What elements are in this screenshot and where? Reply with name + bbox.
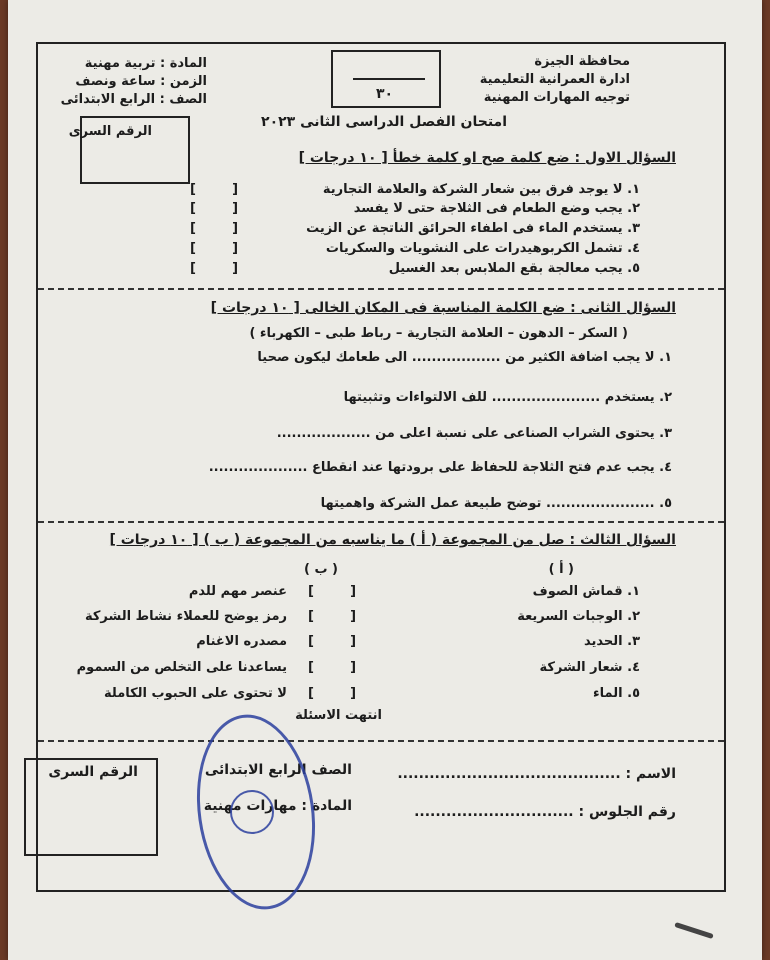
answer-bracket: [ ]	[190, 221, 239, 236]
q2-item: ٢. يستخدم ...................... للف الالتواءات وتثبيتها	[343, 390, 672, 405]
exam-paper	[8, 0, 762, 960]
q2-word-bank: ( السكر – الدهون – العلامة التجارية – رباط طبى – الكهرباء )	[249, 326, 628, 341]
match-bracket: [ ]	[308, 686, 357, 701]
ink-mark	[674, 922, 714, 939]
answer-bracket: [ ]	[190, 182, 239, 197]
governorate-line: محافظة الجيزة	[534, 54, 630, 69]
stamp-center	[230, 790, 274, 834]
q1-item: ٤. تشمل الكربوهيدرات على النشويات والسكريات	[325, 241, 640, 256]
q1-item: ١. لا يوجد فرق بين شعار الشركة والعلامة التجارية	[322, 182, 640, 197]
answer-bracket: [ ]	[190, 261, 239, 276]
q2-title: السؤال الثانى : ضع الكلمة المناسبة فى المكان الخالى [ ١٠ درجات ]	[210, 300, 676, 316]
class-field: الصف الرابع الابتدائى	[204, 762, 352, 778]
match-bracket: [ ]	[308, 609, 357, 624]
q3-title: السؤال الثالث : صل من المجموعة ( أ ) ما يناسبه من المجموعة ( ب ) [ ١٠ درجات ]	[109, 532, 676, 548]
group-a-item: ١. قماش الصوف	[532, 584, 640, 599]
name-field: الاسم : ..........................................	[397, 766, 676, 782]
end-of-questions: انتهت الاسئلة	[295, 708, 382, 723]
exam-title: امتحان الفصل الدراسى الثانى ٢٠٢٣	[261, 114, 507, 130]
secret-number-label-footer: الرقم السرى	[48, 764, 138, 780]
group-a-item: ٢. الوجبات السريعة	[517, 609, 640, 624]
group-b-item: رمز يوضح للعملاء نشاط الشركة	[84, 609, 287, 624]
footer-divider	[38, 740, 724, 742]
administration-line: ادارة العمرانية التعليمية	[479, 72, 630, 87]
subject-field: المادة : مهارات مهنية	[203, 798, 352, 814]
group-a-item: ٣. الحديد	[583, 634, 640, 649]
q2-item: ٣. يحتوى الشراب الصناعى على نسبة اعلى من ...................	[276, 426, 672, 441]
group-a-item: ٤. شعار الشركة	[539, 660, 640, 675]
subject-line: المادة : تربية مهنية	[84, 56, 207, 71]
grade-line: الصف : الرابع الابتدائى	[60, 92, 207, 107]
q1-item: ٢. يجب وضع الطعام فى الثلاجة حتى لا يفسد	[353, 201, 640, 216]
group-b-item: يساعدنا على التخلص من السموم	[76, 660, 287, 675]
duration-line: الزمن : ساعة ونصف	[75, 74, 207, 89]
seat-number-field: رقم الجلوس : ..............................	[414, 804, 676, 820]
score-value: ٣٠	[376, 86, 394, 102]
group-b-label: ( ب )	[304, 562, 338, 577]
directorate-line: توجيه المهارات المهنية	[483, 90, 630, 105]
match-bracket: [ ]	[308, 584, 357, 599]
secret-number-label: الرقم السرى	[68, 124, 152, 139]
group-b-item: لا تحتوى على الحبوب الكاملة	[104, 686, 287, 701]
q1-item: ٥. يجب معالجة بقع الملابس بعد الغسيل	[388, 261, 640, 276]
q2-item: ٤. يجب عدم فتح الثلاجة للحفاظ على برودتها عند انقطاع ....................	[208, 460, 672, 475]
group-b-item: مصدره الاغنام	[196, 634, 287, 649]
q2-item: ١. لا يجب اضافة الكثير من .................. الى طعامك ليكون صحيا	[257, 350, 672, 365]
group-a-label: ( أ )	[548, 562, 574, 577]
q1-title: السؤال الاول : ضع كلمة صح او كلمة خطأ [ ١٠ درجات ]	[298, 150, 676, 166]
group-a-item: ٥. الماء	[593, 686, 640, 701]
section-divider	[38, 288, 724, 290]
section-divider	[38, 521, 724, 523]
match-bracket: [ ]	[308, 660, 357, 675]
q1-item: ٣. يستخدم الماء فى اطفاء الحرائق الناتجة عن الزيت	[306, 221, 640, 236]
answer-bracket: [ ]	[190, 241, 239, 256]
match-bracket: [ ]	[308, 634, 357, 649]
q2-item: ٥. ...................... توضح طبيعة عمل الشركة واهميتها	[320, 496, 672, 511]
answer-bracket: [ ]	[190, 201, 239, 216]
group-b-item: عنصر مهم للدم	[188, 584, 287, 599]
score-divider	[353, 78, 425, 80]
